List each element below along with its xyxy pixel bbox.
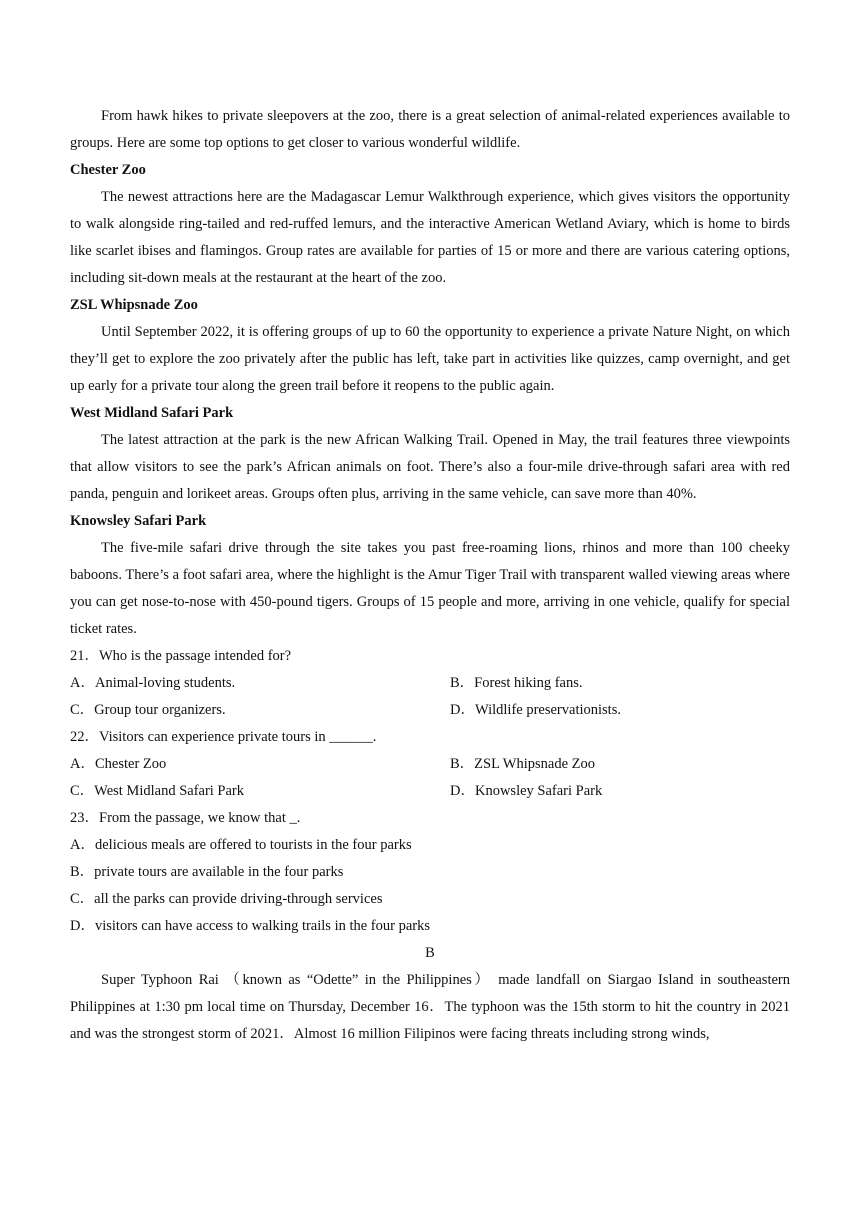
option-text: all the parks can provide driving-through services <box>94 891 383 907</box>
option-text: West Midland Safari Park <box>94 783 245 799</box>
option-text: delicious meals are offered to tourists in the four parks <box>94 837 412 853</box>
section-text-zsl-whipsnade-zoo: Until September 2022, it is offering groups of up to 60 the opportunity to experience a private Nature Night, on which they’ll get to explore the zoo privately after the public has left, take part in activities like quizzes, camp overnight, and get up early for a private tour along the green trail before it reopens to the public again. <box>70 324 790 394</box>
option-label: C． <box>70 783 95 799</box>
question-23-option-c <box>70 886 790 913</box>
option-text: Chester Zoo <box>94 756 167 772</box>
option-label: D． <box>450 702 475 718</box>
section-heading-zsl-whipsnade-zoo: ZSL Whipsnade Zoo <box>70 297 198 313</box>
intro-paragraph: From hawk hikes to private sleepovers at the zoo, there is a great selection of animal-related experiences available to groups. Here are some top options to get closer to various wonderful wildlife. <box>70 108 790 151</box>
option-label: C． <box>70 702 95 718</box>
question-21-option-c <box>70 697 450 724</box>
section-heading-knowsley-safari-park: Knowsley Safari Park <box>70 513 207 529</box>
question-22-stem: 22．Visitors can experience private tours in ______. <box>70 729 377 745</box>
question-21-option-b <box>450 670 790 697</box>
option-label: D． <box>70 918 95 934</box>
section-text-knowsley-safari-park: The five-mile safari drive through the site takes you past free-roaming lions, rhinos and more than 100 cheeky baboons. There’s a foot safari area, where the highlight is the Amur Tiger Trail with transparent walled viewing areas where you can get nose-to-nose with 450-pound tigers. Groups of 15 people and more, arriving in one vehicle, qualify for special ticket rates. <box>70 540 790 637</box>
question-23-option-d <box>70 913 790 940</box>
option-text: visitors can have access to walking trails in the four parks <box>94 918 430 934</box>
option-text: Knowsley Safari Park <box>474 783 603 799</box>
question-23-option-a <box>70 832 790 859</box>
section-b-letter: B <box>425 945 435 961</box>
option-text: private tours are available in the four parks <box>94 864 344 880</box>
question-22-option-b <box>450 751 790 778</box>
option-label: B． <box>450 756 475 772</box>
option-label: A． <box>70 756 95 772</box>
option-text: Forest hiking fans. <box>474 675 583 691</box>
section-text-west-midland-safari-park: The latest attraction at the park is the new African Walking Trail. Opened in May, the trail features three viewpoints that allow visitors to see the park’s African animals on foot. There’s also a four-mile drive-through safari area with red panda, penguin and lorikeet areas. Groups often plus, arriving in the same vehicle, can save more than 40%. <box>70 432 790 502</box>
option-text: Group tour organizers. <box>94 702 226 718</box>
section-heading-chester-zoo: Chester Zoo <box>70 162 146 178</box>
question-22-option-d <box>450 778 790 805</box>
option-text: Wildlife preservationists. <box>474 702 621 718</box>
option-label: B． <box>70 864 95 880</box>
section-text-chester-zoo: The newest attractions here are the Madagascar Lemur Walkthrough experience, which gives visitors the opportunity to walk alongside ring-tailed and red-ruffed lemurs, and the interactive American Wetland Aviary, which is home to birds like scarlet ibises and flamingos. Group rates are available for parties of 15 or more and there are various catering options, including sit-down meals at the restaurant at the heart of the zoo. <box>70 189 790 286</box>
option-text: ZSL Whipsnade Zoo <box>474 756 595 772</box>
question-23-stem: 23．From the passage, we know that _. <box>70 810 301 826</box>
document-page <box>70 103 790 1048</box>
question-22-options <box>70 751 790 805</box>
question-21-options <box>70 670 790 724</box>
option-label: D． <box>450 783 475 799</box>
option-label: B． <box>450 675 475 691</box>
question-22-option-c <box>70 778 450 805</box>
option-text: Animal-loving students. <box>94 675 236 691</box>
section-b-paragraph: Super Typhoon Rai （known as “Odette” in the Philippines） made landfall on Siargao Island in southeastern Philippines at 1:30 pm local time on Thursday, December 16．The typhoon was the 15th storm to hit the country in 2021 and was the strongest storm of 2021．Almost 16 million Filipinos were facing threats including strong winds, <box>70 972 790 1042</box>
question-21-stem: 21．Who is the passage intended for? <box>70 648 292 664</box>
option-label: A． <box>70 675 95 691</box>
question-22-option-a <box>70 751 450 778</box>
option-label: A． <box>70 837 95 853</box>
section-heading-west-midland-safari-park: West Midland Safari Park <box>70 405 234 421</box>
question-21-option-d <box>450 697 790 724</box>
option-label: C． <box>70 891 95 907</box>
question-21-option-a <box>70 670 450 697</box>
question-23-option-b <box>70 859 790 886</box>
